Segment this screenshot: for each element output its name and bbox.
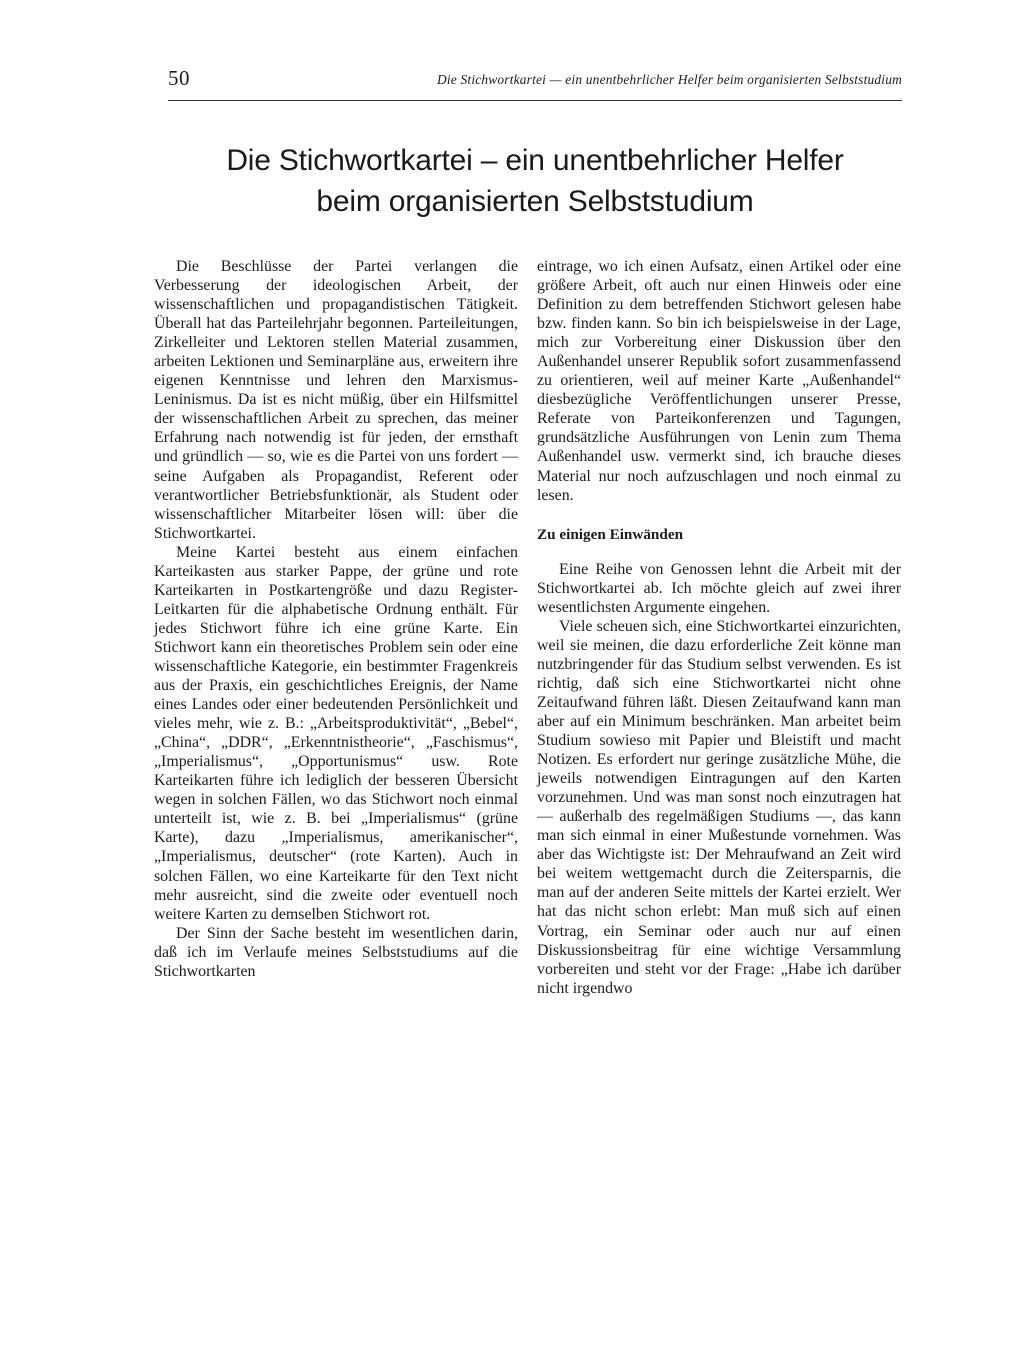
page-number: 50 bbox=[168, 66, 190, 90]
right-column bbox=[537, 257, 901, 998]
running-title: Die Stichwortkartei — ein unentbehrlicher Helfer beim organisierten Selbststudium bbox=[437, 72, 902, 87]
left-column bbox=[154, 257, 518, 981]
body-paragraph: Viele scheuen sich, eine Stichwortkartei einzurichten, weil sie meinen, die dazu erforderliche Zeit könne man nutzbringender für das Studium selbst verwenden. Es ist richtig, daß sich eine Stichwortkartei nicht ohne Zeitaufwand führen läßt. Diesen Zeitaufwand kann man aber auf ein Minimum beschränken. Man arbeitet beim Studium sowieso mit Papier und Bleistift und macht Notizen. Es erfordert nur geringe zusätzliche Mühe, die jeweils notwendigen Eintragungen auf den Karten vorzunehmen. Und was man sonst noch einzutragen hat — außerhalb des regelmäßigen Studiums —, das kann man sich einmal in einer Mußestunde vornehmen. Was aber das Wichtigste ist: Der Mehraufwand an Zeit wird bei weitem wettgemacht durch die Zeitersparnis, die man auf der anderen Seite mittels der Kartei erzielt. Wer hat das nicht schon erlebt: Man muß sich auf einen Vortrag, ein Seminar oder auch nur auf einen Diskussionsbeitrag für eine wichtige Versammlung vorbereiten und steht vor der Frage: „Habe ich darüber nicht irgendwo bbox=[537, 617, 901, 997]
continued-paragraph: eintrage, wo ich einen Aufsatz, einen Artikel oder eine größere Arbeit, oft auch nur einen Hinweis oder eine Definition zu dem betreffenden Stichwort gelesen habe bzw. finden kann. So bin ich beispielsweise in der Lage, mich zur Vorbereitung einer Diskussion über den Außenhandel unserer Republik sofort zusammenfassend zu orientieren, weil auf meiner Karte „Außenhandel“ diesbezügliche Veröffentlichungen unserer Presse, Referate von Parteikonferenzen und Tagungen, grundsätzliche Ausführungen von Lenin zum Thema Außenhandel usw. vermerkt sind, ich brauche dieses Material nur noch aufzuschlagen und noch einmal zu lesen. bbox=[537, 258, 901, 504]
section-heading: Zu einigen Einwänden bbox=[537, 525, 684, 543]
running-header bbox=[168, 66, 902, 101]
article-title bbox=[190, 140, 880, 222]
article-title-line-2: beim organisierten Selbststudium bbox=[316, 185, 754, 218]
body-paragraph: Die Beschlüsse der Partei verlangen die Verbesserung der ideologischen Arbeit, der wissenschaftlichen und propagandistischen Tätigkeit. Überall hat das Parteilehrjahr begonnen. Parteileitungen, Zirkelleiter und Lektoren stellen Material zusammen, arbeiten Lektionen und Seminarpläne aus, erweitern ihre eigenen Kenntnisse und lehren den Marxismus-Leninismus. Da ist es nicht müßig, über ein Hilfsmittel der wissenschaftlichen Arbeit zu sprechen, das meiner Erfahrung nach notwendig ist für jeden, der ernsthaft und gründlich — so, wie es die Partei von uns fordert — seine Aufgaben als Propagandist, Referent oder verantwortlicher Betriebsfunktionär, als Student oder wissenschaftlicher Mitarbeiter lösen will: über die Stichwortkartei. bbox=[154, 258, 518, 542]
body-paragraph: Eine Reihe von Genossen lehnt die Arbeit mit der Stichwortkartei ab. Ich möchte gleich auf zwei ihrer wesentlichsten Argumente eingehen. bbox=[537, 560, 901, 616]
article-title-line-1: Die Stichwortkartei – ein unentbehrlicher Helfer bbox=[226, 144, 844, 177]
body-paragraph: Der Sinn der Sache besteht im wesentlichen darin, daß ich im Verlaufe meines Selbststudiums auf die Stichwortkarten bbox=[154, 924, 518, 980]
body-paragraph: Meine Kartei besteht aus einem einfachen Karteikasten aus starker Pappe, der grüne und rote Karteikarten in Postkartengröße und dazu Register-Leitkarten für die alphabetische Ordnung enthält. Für jedes Stichwort führe ich eine grüne Karte. Ein Stichwort kann ein theoretisches Problem sein oder eine wissenschaftliche Kategorie, ein bestimmter Fragenkreis aus der Praxis, ein geschichtliches Ereignis, der Name eines Landes oder einer bedeutenden Persönlichkeit und vieles mehr, wie z. B.: „Arbeitsproduktivität“, „Bebel“, „China“, „DDR“, „Erkenntnistheorie“, „Faschismus“, „Imperialismus“, „Opportunismus“ usw. Rote Karteikarten führe ich lediglich der besseren Übersicht wegen in solchen Fällen, wo das Stichwort noch einmal unterteilt ist, wie z. B. bei „Imperialismus“ (grüne Karte), dazu „Imperialismus, amerikanischer“, „Imperialismus, deutscher“ (rote Karten). Auch in solchen Fällen, wo eine Karteikarte für den Text nicht mehr ausreicht, sind die zweite oder eventuell noch weitere Karten zu demselben Stichwort rot. bbox=[154, 543, 518, 923]
